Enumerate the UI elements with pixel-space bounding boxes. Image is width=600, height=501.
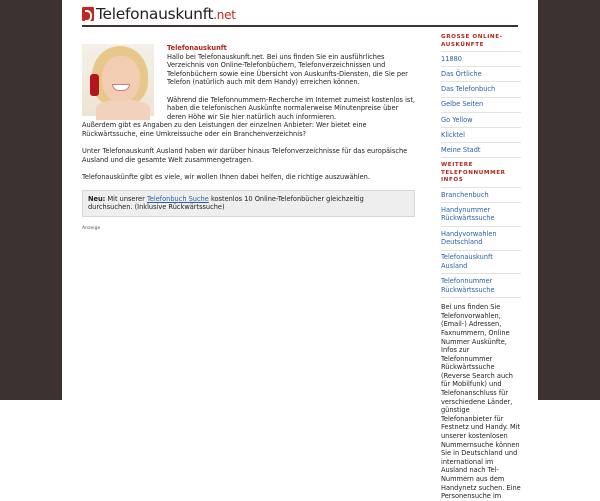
notice-text-before: Mit unserer	[107, 194, 145, 203]
right-background-band	[538, 0, 600, 400]
sidebar-link-das-oertliche[interactable]: Das Örtliche	[441, 66, 521, 81]
sidebar-link-11880[interactable]: 11880	[441, 51, 521, 66]
site-header	[62, 0, 538, 26]
sidebar-heading-infos: WEITERE TELEFONNUMMER INFOS	[441, 157, 521, 187]
sidebar-link-telefonauskunft-ausland[interactable]: Telefonauskunft Ausland	[441, 250, 521, 274]
sidebar-link-handynummer-rueckwaertssuche[interactable]: Handynummer Rückwärtssuche	[441, 202, 521, 226]
intro-text	[167, 44, 415, 121]
main-content	[82, 44, 415, 231]
page-container	[62, 0, 538, 501]
logo-phone-icon	[82, 7, 94, 21]
woman-with-phone-image	[82, 44, 154, 116]
telefonbuch-suche-link[interactable]: Telefonbuch Suche	[146, 194, 209, 203]
ad-label: Anzeige	[82, 225, 101, 231]
providers-paragraph: Außerdem gibt es Angaben zu den Leistungen der einzelnen Anbieter: Wer bietet eine Rückwärtssuche, eine Umkreissuche oder ein Branchenverzeichnis?	[82, 121, 367, 138]
sidebar-link-das-telefonbuch[interactable]: Das Telefonbuch	[441, 81, 521, 96]
sidebar-heading-online: GROSSE ONLINE-AUSKÜNFTE	[441, 34, 503, 48]
sidebar	[441, 34, 521, 501]
pricing-paragraph: Während die Telefonnummern-Recherche im Internet zumeist kostenlos ist, haben die telefonischen Auskünfte normalerweise Minutenpreise über deren Höhe wir Sie hier natürlich auch informieren.	[167, 95, 416, 121]
choice-paragraph: Telefonauskünfte gibt es viele, wir wollen Ihnen dabei helfen, die richtige auszuwählen.	[82, 172, 370, 181]
sidebar-link-branchenbuch[interactable]: Branchenbuch	[441, 187, 521, 202]
sidebar-description: Bei uns finden Sie Telefonvorwahlen, (Email-) Adressen, Faxnummern, Online Nummer Auskünfte, Infos zur Telefonnummer Rückwärtssuche (Reverse Search auch für Mobilfunk) und Telefonanschluss für verschiedene Länder, günstige Telefonanbieter für Festnetz und Handy. Mit unserer kostenlosen Nummernsuche können Sie in Deutschland und international im Ausland nach Tel-Nummern aus dem Handynetz suchen. Eine Personensuche im	[441, 297, 521, 501]
site-logo[interactable]	[82, 5, 236, 23]
new-feature-notice	[82, 190, 415, 217]
notice-prefix: Neu:	[88, 194, 106, 203]
notice-text-after: kostenlos 10 Online-Telefonbücher gleichzeitig durchsuchen. (Inklusive Rückwärtssuche)	[88, 194, 364, 212]
logo-text: Telefonauskunft.net	[96, 5, 236, 23]
sidebar-link-gelbe-seiten[interactable]: Gelbe Seiten	[441, 97, 521, 112]
intro-paragraph: Hallo bei Telefonauskunft.net. Bei uns finden Sie ein ausführliches Verzeichnis von Online-Telefonbüchern, Telefonverzeichnissen und Telefonbüchern sowie eine Übersicht von Auskunfts-Diensten, die Sie per Telefon (natürlich auch mit dem Handy) erreichen können.	[167, 52, 408, 87]
page-title: Telefonauskunft	[167, 44, 227, 52]
sidebar-link-meine-stadt[interactable]: Meine Stadt	[441, 142, 521, 157]
header-divider	[82, 25, 518, 27]
intro-section	[82, 44, 415, 121]
sidebar-link-telefonnummer-rueckwaertssuche[interactable]: Telefonnummer Rückwärtssuche	[441, 273, 521, 297]
abroad-paragraph: Unter Telefonauskunft Ausland haben wir darüber hinaus Telefonverzeichnisse für das europäische Ausland und die gesamte Welt zusammengetragen.	[82, 147, 408, 164]
left-background-band	[0, 0, 62, 400]
sidebar-link-go-yellow[interactable]: Go Yellow	[441, 112, 521, 127]
sidebar-link-handyvorwahlen[interactable]: Handyvorwahlen Deutschland	[441, 226, 521, 250]
sidebar-link-klicktel[interactable]: Klicktel	[441, 127, 521, 142]
